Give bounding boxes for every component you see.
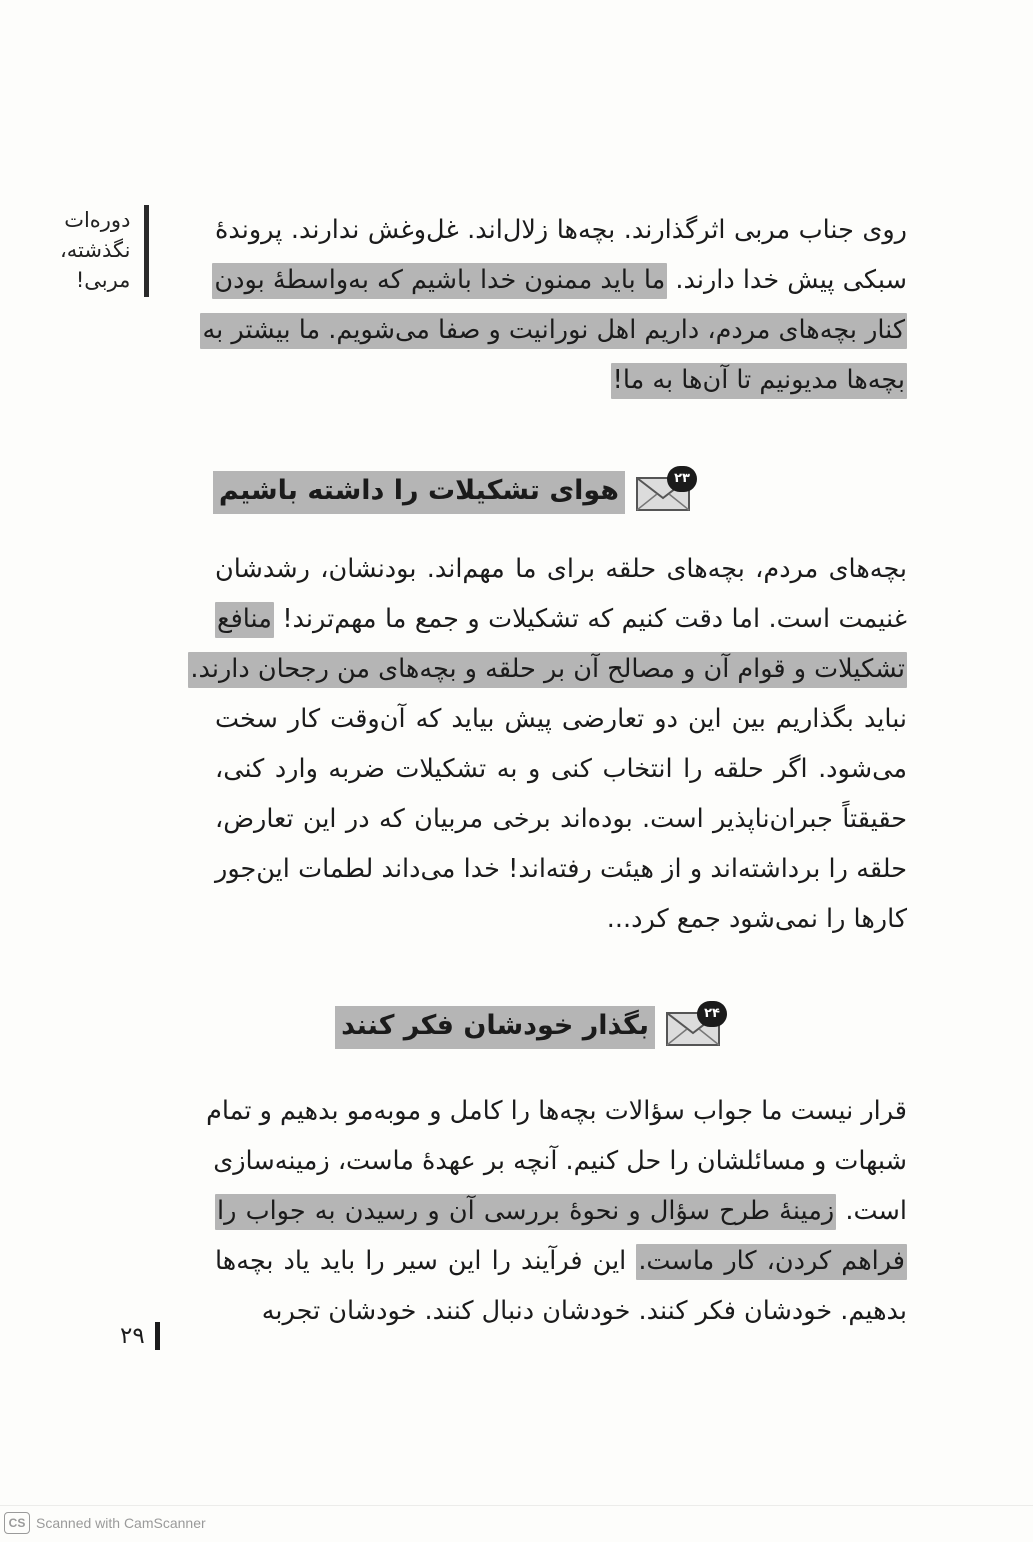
text-run: بچه‌های مردم، بچه‌های حلقه برای ما مهم‌اند. بودنشان، رشدشان xyxy=(215,554,907,584)
text-line xyxy=(215,1136,907,1186)
scanner-watermark xyxy=(4,1512,206,1534)
section-heading-24 xyxy=(335,1005,723,1049)
text-run: حقیقتاً جبران‌ناپذیر است. بوده‌اند برخی مربیان که در این تعارض، xyxy=(215,804,907,834)
margin-note-bar xyxy=(144,205,149,297)
text-line xyxy=(215,205,907,255)
text-run: می‌شود. اگر حلقه را انتخاب کنی و به تشکیلات ضربه وارد کنی، xyxy=(215,754,907,784)
camscanner-logo-icon: CS xyxy=(4,1512,30,1534)
text-line xyxy=(215,844,907,894)
section-number-badge: ۲۴ xyxy=(697,1001,727,1027)
section-heading-23 xyxy=(213,470,693,514)
paragraph-2 xyxy=(190,544,907,944)
text-line xyxy=(202,305,907,355)
text-line xyxy=(215,1236,907,1286)
text-run: روی جناب مربی اثرگذارند. بچه‌ها زلال‌اند. غل‌وغش ندارند. پروندهٔ xyxy=(215,215,907,245)
highlighted-text: کنار بچه‌های مردم، داریم اهل نورانیت و صفا می‌شویم. ما بیشتر به xyxy=(200,313,907,349)
text-line xyxy=(190,644,907,694)
margin-note xyxy=(60,205,190,297)
highlighted-text: فراهم کردن، کار ماست. xyxy=(636,1244,907,1280)
section-heading-text: هوای تشکیلات را داشته باشیم xyxy=(213,471,625,514)
paragraph-3 xyxy=(206,1086,907,1336)
section-heading-text: بگذار خودشان فکر کنند xyxy=(335,1006,655,1049)
highlighted-text: زمینهٔ طرح سؤال و نحوهٔ بررسی آن و رسیدن به جواب را xyxy=(215,1194,836,1230)
footer-divider xyxy=(0,1505,1033,1506)
text-line xyxy=(215,894,907,944)
text-run: قرار نیست ما جواب سؤالات بچه‌ها را کامل و موبه‌مو بدهیم و تمام xyxy=(206,1096,907,1126)
page-number-text: ۲۹ xyxy=(120,1323,145,1349)
text-line xyxy=(215,794,907,844)
text-run: کارها را نمی‌شود جمع کرد... xyxy=(606,904,907,934)
text-line xyxy=(215,694,907,744)
text-run: نباید بگذاریم بین این دو تعارضی پیش بیاید که آن‌وقت کار سخت xyxy=(215,704,907,734)
paragraph-1 xyxy=(202,205,907,405)
text-run: این فرآیند را این سیر را باید یاد بچه‌ها xyxy=(215,1246,637,1276)
highlighted-text: ما باید ممنون خدا باشیم که به‌واسطهٔ بودن xyxy=(212,263,667,299)
text-line xyxy=(215,744,907,794)
margin-note-text xyxy=(60,205,130,297)
envelope-icon xyxy=(665,1005,723,1049)
text-run: غنیمت است. اما دقت کنیم که تشکیلات و جمع ما مهم‌ترند! xyxy=(273,604,907,634)
text-line xyxy=(206,1086,907,1136)
text-line xyxy=(215,355,907,405)
highlighted-text: منافع xyxy=(215,602,274,638)
text-run: است. xyxy=(836,1196,907,1226)
text-line xyxy=(215,1286,907,1336)
scanner-watermark-text: Scanned with CamScanner xyxy=(36,1515,206,1531)
page-number-bar xyxy=(155,1322,160,1350)
envelope-icon xyxy=(635,470,693,514)
margin-note-line: مربی! xyxy=(75,268,131,292)
text-line xyxy=(215,255,907,305)
margin-note-line: نگذشته، xyxy=(60,238,131,262)
highlighted-text: بچه‌ها مدیونیم تا آن‌ها به ما! xyxy=(611,363,907,399)
text-run: سبکی پیش خدا دارند. xyxy=(667,265,907,295)
text-line xyxy=(215,1186,907,1236)
section-number-badge: ۲۳ xyxy=(667,466,697,492)
text-line xyxy=(215,544,907,594)
text-run: بدهیم. خودشان فکر کنند. خودشان دنبال کنند. خودشان تجربه xyxy=(261,1296,907,1326)
text-line xyxy=(215,594,907,644)
text-run: شبهات و مسائلشان را حل کنیم. آنچه بر عهدهٔ ماست، زمینه‌سازی xyxy=(213,1146,907,1176)
margin-note-line: دوره‌ات xyxy=(64,208,131,232)
page-number xyxy=(120,1322,160,1350)
highlighted-text: تشکیلات و قوام آن و مصالح آن بر حلقه و بچه‌های من رجحان دارند. xyxy=(188,652,907,688)
text-run: حلقه را برداشته‌اند و از هیئت رفته‌اند! خدا می‌داند لطمات این‌جور xyxy=(215,854,907,884)
